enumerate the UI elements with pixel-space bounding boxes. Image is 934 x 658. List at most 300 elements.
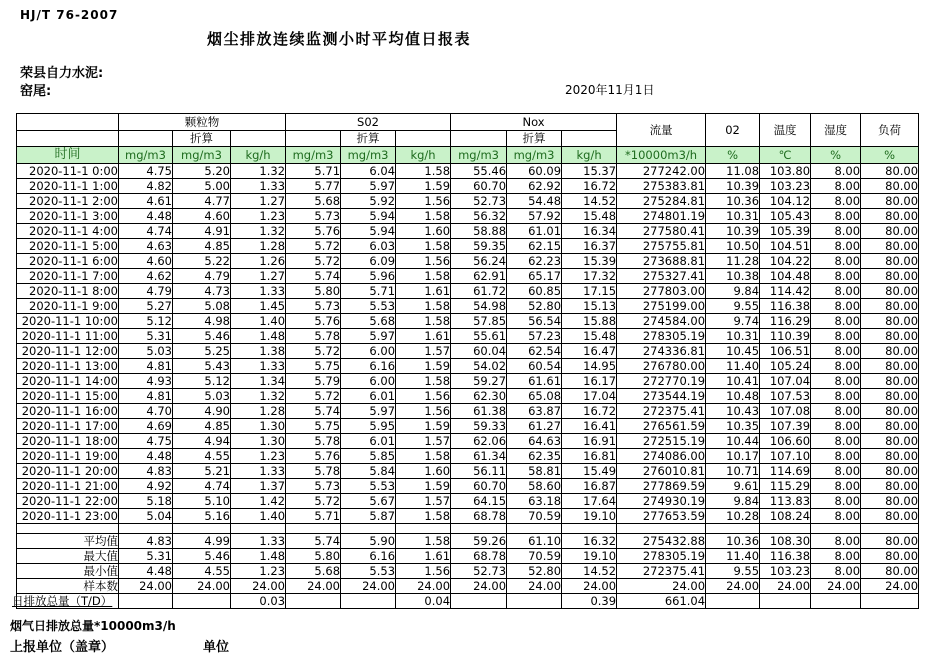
value-cell: 103.80 xyxy=(760,164,811,179)
summary-value-cell: 24.00 xyxy=(507,579,562,594)
subheader-converted-so2: 折算 xyxy=(341,131,396,147)
value-cell: 16.87 xyxy=(562,479,617,494)
value-cell: 58.60 xyxy=(507,479,562,494)
group-temp: 温度 xyxy=(760,114,811,147)
summary-value-cell: 4.48 xyxy=(119,564,173,579)
group-o2: 02 xyxy=(706,114,760,147)
summary-value-cell: 6.16 xyxy=(341,549,396,564)
value-cell: 5.94 xyxy=(341,209,396,224)
summary-value-cell: 24.00 xyxy=(451,579,507,594)
time-cell: 2020-11-1 4:00 xyxy=(17,224,119,239)
daily-total-value-cell: 0.03 xyxy=(231,594,286,609)
daily-total-value-cell xyxy=(507,594,562,609)
value-cell: 4.93 xyxy=(119,374,173,389)
daily-total-value-cell xyxy=(119,594,173,609)
value-cell: 80.00 xyxy=(861,194,919,209)
value-cell: 60.54 xyxy=(507,359,562,374)
value-cell: 1.48 xyxy=(231,329,286,344)
table-head xyxy=(17,114,919,164)
value-cell: 4.61 xyxy=(119,194,173,209)
value-cell: 5.03 xyxy=(119,344,173,359)
value-cell: 103.23 xyxy=(760,179,811,194)
value-cell: 8.00 xyxy=(811,239,861,254)
unit-label: 单位 xyxy=(203,640,230,655)
value-cell: 274584.00 xyxy=(617,314,706,329)
value-cell: 104.12 xyxy=(760,194,811,209)
value-cell: 80.00 xyxy=(861,269,919,284)
value-cell: 62.30 xyxy=(451,389,507,404)
table-row xyxy=(17,389,919,404)
value-cell: 4.77 xyxy=(173,194,231,209)
value-cell: 59.35 xyxy=(451,239,507,254)
value-cell: 8.00 xyxy=(811,269,861,284)
value-cell: 1.33 xyxy=(231,179,286,194)
value-cell: 5.67 xyxy=(341,494,396,509)
summary-value-cell: 1.56 xyxy=(396,564,451,579)
value-cell: 60.70 xyxy=(451,479,507,494)
value-cell: 5.92 xyxy=(341,194,396,209)
group-pm: 颗粒物 xyxy=(119,114,286,131)
summary-value-cell: 24.00 xyxy=(760,579,811,594)
units-header-row xyxy=(17,147,919,164)
time-cell: 2020-11-1 23:00 xyxy=(17,509,119,524)
time-cell: 2020-11-1 14:00 xyxy=(17,374,119,389)
group-header-row xyxy=(17,114,919,131)
value-cell: 114.42 xyxy=(760,284,811,299)
value-cell: 1.33 xyxy=(231,464,286,479)
value-cell: 4.85 xyxy=(173,419,231,434)
value-cell: 8.00 xyxy=(811,464,861,479)
value-cell: 6.09 xyxy=(341,254,396,269)
daily-total-value-cell xyxy=(706,594,760,609)
value-cell: 8.00 xyxy=(811,344,861,359)
value-cell: 8.00 xyxy=(811,254,861,269)
value-cell: 105.39 xyxy=(760,224,811,239)
value-cell: 80.00 xyxy=(861,374,919,389)
summary-value-cell: 80.00 xyxy=(861,534,919,549)
value-cell: 10.38 xyxy=(706,269,760,284)
value-cell: 107.39 xyxy=(760,419,811,434)
empty-cell xyxy=(562,524,617,534)
value-cell: 106.60 xyxy=(760,434,811,449)
value-cell: 60.04 xyxy=(451,344,507,359)
value-cell: 80.00 xyxy=(861,164,919,179)
summary-value-cell: 8.00 xyxy=(811,564,861,579)
value-cell: 5.16 xyxy=(173,509,231,524)
summary-label: 最大值 xyxy=(17,549,119,564)
value-cell: 11.08 xyxy=(706,164,760,179)
unit-nox-mgm3: mg/m3 xyxy=(451,147,507,164)
summary-value-cell: 5.74 xyxy=(286,534,341,549)
value-cell: 276561.59 xyxy=(617,419,706,434)
value-cell: 61.61 xyxy=(507,374,562,389)
value-cell: 8.00 xyxy=(811,284,861,299)
company-name: 荣县自力水泥: xyxy=(20,66,104,81)
empty-cell xyxy=(760,524,811,534)
value-cell: 70.59 xyxy=(507,509,562,524)
value-cell: 64.63 xyxy=(507,434,562,449)
value-cell: 5.08 xyxy=(173,299,231,314)
value-cell: 8.00 xyxy=(811,194,861,209)
summary-value-cell: 9.55 xyxy=(706,564,760,579)
value-cell: 8.00 xyxy=(811,419,861,434)
value-cell: 57.85 xyxy=(451,314,507,329)
value-cell: 80.00 xyxy=(861,299,919,314)
value-cell: 62.92 xyxy=(507,179,562,194)
value-cell: 8.00 xyxy=(811,389,861,404)
summary-value-cell: 1.61 xyxy=(396,549,451,564)
summary-value-cell: 24.00 xyxy=(341,579,396,594)
value-cell: 4.60 xyxy=(119,254,173,269)
summary-value-cell: 108.30 xyxy=(760,534,811,549)
value-cell: 1.57 xyxy=(396,494,451,509)
value-cell: 61.01 xyxy=(507,224,562,239)
value-cell: 80.00 xyxy=(861,509,919,524)
value-cell: 105.43 xyxy=(760,209,811,224)
spacer-row xyxy=(17,524,919,534)
empty-cell xyxy=(173,524,231,534)
value-cell: 5.12 xyxy=(173,374,231,389)
value-cell: 8.00 xyxy=(811,509,861,524)
value-cell: 1.61 xyxy=(396,329,451,344)
value-cell: 56.54 xyxy=(507,314,562,329)
report-date: 2020年11月1日 xyxy=(565,83,655,97)
value-cell: 5.84 xyxy=(341,464,396,479)
value-cell: 5.25 xyxy=(173,344,231,359)
time-cell: 2020-11-1 11:00 xyxy=(17,329,119,344)
value-cell: 5.73 xyxy=(286,209,341,224)
value-cell: 107.04 xyxy=(760,374,811,389)
value-cell: 275199.00 xyxy=(617,299,706,314)
value-cell: 10.41 xyxy=(706,374,760,389)
value-cell: 5.97 xyxy=(341,179,396,194)
summary-label: 平均值 xyxy=(17,534,119,549)
summary-value-cell: 80.00 xyxy=(861,549,919,564)
value-cell: 5.73 xyxy=(286,479,341,494)
value-cell: 1.32 xyxy=(231,389,286,404)
value-cell: 62.23 xyxy=(507,254,562,269)
summary-value-cell: 116.38 xyxy=(760,549,811,564)
value-cell: 274086.00 xyxy=(617,449,706,464)
table-row xyxy=(17,269,919,284)
value-cell: 6.03 xyxy=(341,239,396,254)
daily-total-label: 日排放总量（T/D） xyxy=(17,594,119,609)
value-cell: 6.00 xyxy=(341,344,396,359)
value-cell: 8.00 xyxy=(811,359,861,374)
value-cell: 5.74 xyxy=(286,269,341,284)
group-nox: Nox xyxy=(451,114,617,131)
value-cell: 63.18 xyxy=(507,494,562,509)
value-cell: 57.92 xyxy=(507,209,562,224)
empty-cell xyxy=(286,524,341,534)
value-cell: 4.98 xyxy=(173,314,231,329)
value-cell: 6.01 xyxy=(341,434,396,449)
value-cell: 277580.41 xyxy=(617,224,706,239)
summary-value-cell: 278305.19 xyxy=(617,549,706,564)
summary-row xyxy=(17,534,919,549)
value-cell: 10.17 xyxy=(706,449,760,464)
unit-o2: % xyxy=(706,147,760,164)
value-cell: 1.58 xyxy=(396,164,451,179)
unit-pm-mgm3: mg/m3 xyxy=(119,147,173,164)
value-cell: 5.75 xyxy=(286,419,341,434)
unit-flow: *10000m3/h xyxy=(617,147,706,164)
value-cell: 5.71 xyxy=(341,284,396,299)
value-cell: 5.76 xyxy=(286,449,341,464)
time-cell: 2020-11-1 8:00 xyxy=(17,284,119,299)
summary-value-cell: 52.73 xyxy=(451,564,507,579)
value-cell: 5.00 xyxy=(173,179,231,194)
group-flow: 流量 xyxy=(617,114,706,147)
value-cell: 65.17 xyxy=(507,269,562,284)
daily-total-value-cell xyxy=(173,594,231,609)
summary-value-cell: 8.00 xyxy=(811,549,861,564)
value-cell: 8.00 xyxy=(811,329,861,344)
value-cell: 17.15 xyxy=(562,284,617,299)
summary-value-cell: 24.00 xyxy=(173,579,231,594)
table-row xyxy=(17,404,919,419)
summary-value-cell: 16.32 xyxy=(562,534,617,549)
time-cell: 2020-11-1 2:00 xyxy=(17,194,119,209)
value-cell: 16.34 xyxy=(562,224,617,239)
value-cell: 1.23 xyxy=(231,209,286,224)
value-cell: 55.46 xyxy=(451,164,507,179)
value-cell: 5.74 xyxy=(286,404,341,419)
summary-value-cell: 1.23 xyxy=(231,564,286,579)
subheader-converted-nox: 折算 xyxy=(507,131,562,147)
value-cell: 5.79 xyxy=(286,374,341,389)
value-cell: 5.46 xyxy=(173,329,231,344)
table-row xyxy=(17,479,919,494)
value-cell: 1.38 xyxy=(231,344,286,359)
value-cell: 1.59 xyxy=(396,479,451,494)
value-cell: 108.24 xyxy=(760,509,811,524)
daily-total-row xyxy=(17,594,919,609)
time-cell: 2020-11-1 17:00 xyxy=(17,419,119,434)
empty-cell xyxy=(286,131,341,147)
value-cell: 4.48 xyxy=(119,209,173,224)
value-cell: 15.37 xyxy=(562,164,617,179)
value-cell: 1.34 xyxy=(231,374,286,389)
value-cell: 1.27 xyxy=(231,194,286,209)
value-cell: 5.53 xyxy=(341,479,396,494)
value-cell: 16.37 xyxy=(562,239,617,254)
summary-row xyxy=(17,564,919,579)
time-cell: 2020-11-1 6:00 xyxy=(17,254,119,269)
value-cell: 16.47 xyxy=(562,344,617,359)
table-row xyxy=(17,299,919,314)
summary-value-cell: 272375.41 xyxy=(617,564,706,579)
value-cell: 1.58 xyxy=(396,209,451,224)
value-cell: 278305.19 xyxy=(617,329,706,344)
value-cell: 62.91 xyxy=(451,269,507,284)
value-cell: 5.97 xyxy=(341,404,396,419)
value-cell: 4.83 xyxy=(119,464,173,479)
empty-cell xyxy=(396,524,451,534)
time-cell: 2020-11-1 0:00 xyxy=(17,164,119,179)
value-cell: 1.59 xyxy=(396,419,451,434)
value-cell: 5.80 xyxy=(286,284,341,299)
value-cell: 105.24 xyxy=(760,359,811,374)
unit-humidity: % xyxy=(811,147,861,164)
value-cell: 9.61 xyxy=(706,479,760,494)
value-cell: 1.57 xyxy=(396,434,451,449)
value-cell: 104.22 xyxy=(760,254,811,269)
value-cell: 56.32 xyxy=(451,209,507,224)
value-cell: 116.38 xyxy=(760,299,811,314)
value-cell: 1.59 xyxy=(396,359,451,374)
empty-cell xyxy=(861,524,919,534)
value-cell: 80.00 xyxy=(861,434,919,449)
value-cell: 5.78 xyxy=(286,329,341,344)
value-cell: 4.94 xyxy=(173,434,231,449)
summary-value-cell: 24.00 xyxy=(119,579,173,594)
value-cell: 8.00 xyxy=(811,179,861,194)
value-cell: 5.43 xyxy=(173,359,231,374)
value-cell: 277869.59 xyxy=(617,479,706,494)
summary-value-cell: 19.10 xyxy=(562,549,617,564)
time-cell: 2020-11-1 10:00 xyxy=(17,314,119,329)
summary-value-cell: 70.59 xyxy=(507,549,562,564)
table-row xyxy=(17,329,919,344)
time-cell: 2020-11-1 12:00 xyxy=(17,344,119,359)
value-cell: 61.34 xyxy=(451,449,507,464)
value-cell: 5.76 xyxy=(286,224,341,239)
value-cell: 5.76 xyxy=(286,314,341,329)
value-cell: 8.00 xyxy=(811,314,861,329)
value-cell: 1.32 xyxy=(231,164,286,179)
table-row xyxy=(17,449,919,464)
value-cell: 5.72 xyxy=(286,254,341,269)
value-cell: 64.15 xyxy=(451,494,507,509)
value-cell: 4.73 xyxy=(173,284,231,299)
empty-cell xyxy=(617,524,706,534)
table-row xyxy=(17,344,919,359)
value-cell: 60.09 xyxy=(507,164,562,179)
value-cell: 5.18 xyxy=(119,494,173,509)
value-cell: 5.27 xyxy=(119,299,173,314)
value-cell: 10.31 xyxy=(706,329,760,344)
value-cell: 14.95 xyxy=(562,359,617,374)
value-cell: 4.82 xyxy=(119,179,173,194)
unit-pm-kgh: kg/h xyxy=(231,147,286,164)
value-cell: 17.64 xyxy=(562,494,617,509)
value-cell: 104.48 xyxy=(760,269,811,284)
value-cell: 104.51 xyxy=(760,239,811,254)
value-cell: 1.56 xyxy=(396,194,451,209)
value-cell: 80.00 xyxy=(861,239,919,254)
value-cell: 5.85 xyxy=(341,449,396,464)
summary-value-cell: 4.83 xyxy=(119,534,173,549)
time-cell: 2020-11-1 21:00 xyxy=(17,479,119,494)
value-cell: 274336.81 xyxy=(617,344,706,359)
value-cell: 59.33 xyxy=(451,419,507,434)
value-cell: 80.00 xyxy=(861,479,919,494)
value-cell: 5.21 xyxy=(173,464,231,479)
value-cell: 80.00 xyxy=(861,419,919,434)
value-cell: 113.83 xyxy=(760,494,811,509)
empty-cell xyxy=(451,524,507,534)
value-cell: 80.00 xyxy=(861,404,919,419)
value-cell: 4.85 xyxy=(173,239,231,254)
value-cell: 275755.81 xyxy=(617,239,706,254)
value-cell: 4.74 xyxy=(173,479,231,494)
value-cell: 1.56 xyxy=(396,389,451,404)
daily-total-value-cell xyxy=(341,594,396,609)
value-cell: 57.23 xyxy=(507,329,562,344)
value-cell: 10.44 xyxy=(706,434,760,449)
time-cell: 2020-11-1 19:00 xyxy=(17,449,119,464)
value-cell: 58.81 xyxy=(507,464,562,479)
table-row xyxy=(17,509,919,524)
value-cell: 5.71 xyxy=(286,164,341,179)
table-row xyxy=(17,209,919,224)
group-so2: S02 xyxy=(286,114,451,131)
value-cell: 5.10 xyxy=(173,494,231,509)
summary-label: 样本数 xyxy=(17,579,119,594)
summary-value-cell: 59.26 xyxy=(451,534,507,549)
flow-unit-note: 烟气日排放总量*10000m3/h xyxy=(10,619,176,633)
value-cell: 116.29 xyxy=(760,314,811,329)
value-cell: 62.35 xyxy=(507,449,562,464)
value-cell: 80.00 xyxy=(861,224,919,239)
value-cell: 275327.41 xyxy=(617,269,706,284)
value-cell: 16.72 xyxy=(562,404,617,419)
value-cell: 273544.19 xyxy=(617,389,706,404)
value-cell: 1.56 xyxy=(396,254,451,269)
table-row xyxy=(17,224,919,239)
value-cell: 1.57 xyxy=(396,344,451,359)
value-cell: 4.90 xyxy=(173,404,231,419)
unit-so2-mgm3: mg/m3 xyxy=(286,147,341,164)
summary-value-cell: 1.33 xyxy=(231,534,286,549)
monitor-point-label: 窑尾: xyxy=(20,84,52,99)
value-cell: 115.29 xyxy=(760,479,811,494)
value-cell: 1.26 xyxy=(231,254,286,269)
group-load: 负荷 xyxy=(861,114,919,147)
daily-total-value-cell xyxy=(811,594,861,609)
value-cell: 63.87 xyxy=(507,404,562,419)
value-cell: 4.75 xyxy=(119,434,173,449)
value-cell: 54.98 xyxy=(451,299,507,314)
value-cell: 1.28 xyxy=(231,239,286,254)
value-cell: 4.74 xyxy=(119,224,173,239)
value-cell: 6.00 xyxy=(341,374,396,389)
value-cell: 61.72 xyxy=(451,284,507,299)
table-row xyxy=(17,374,919,389)
value-cell: 80.00 xyxy=(861,329,919,344)
empty-cell xyxy=(811,524,861,534)
value-cell: 5.78 xyxy=(286,434,341,449)
summary-value-cell: 5.53 xyxy=(341,564,396,579)
value-cell: 1.33 xyxy=(231,284,286,299)
time-cell: 2020-11-1 18:00 xyxy=(17,434,119,449)
value-cell: 16.81 xyxy=(562,449,617,464)
value-cell: 5.78 xyxy=(286,464,341,479)
daily-total-value-cell xyxy=(760,594,811,609)
value-cell: 52.80 xyxy=(507,299,562,314)
value-cell: 106.51 xyxy=(760,344,811,359)
summary-value-cell: 4.99 xyxy=(173,534,231,549)
summary-value-cell: 52.80 xyxy=(507,564,562,579)
value-cell: 5.68 xyxy=(286,194,341,209)
table-row xyxy=(17,194,919,209)
standard-code: HJ/T 76-2007 xyxy=(20,8,119,22)
time-cell: 2020-11-1 7:00 xyxy=(17,269,119,284)
value-cell: 107.53 xyxy=(760,389,811,404)
summary-row xyxy=(17,579,919,594)
value-cell: 272515.19 xyxy=(617,434,706,449)
